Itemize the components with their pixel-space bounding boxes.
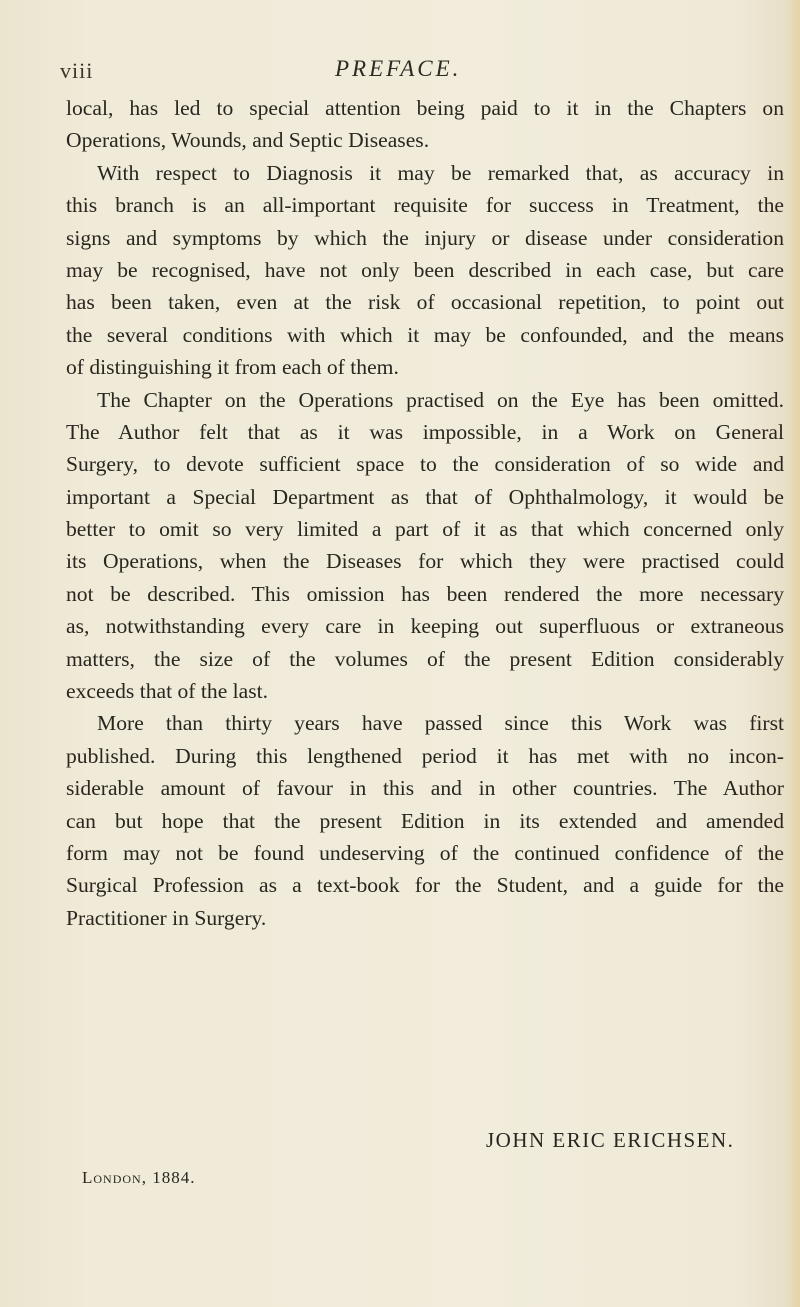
page-number: viii: [60, 58, 94, 83]
text-line: important a Special Department as that of Ophthalmology, it would be: [66, 484, 784, 509]
text-line: Practitioner in Surgery.: [66, 905, 267, 930]
text-line: its Operations, when the Diseases for which they were practised could: [66, 549, 784, 574]
text-line: can but hope that the present Edition in its extended and amended: [66, 808, 784, 833]
text-line: the several conditions with which it may be confounded, and the means: [66, 322, 784, 347]
text-line: form may not be found undeserving of the continued confidence of the: [66, 840, 784, 865]
dateline: [82, 1168, 195, 1188]
paragraph: [66, 157, 784, 384]
text-line: published. During this lengthened period it has met with no incon-: [66, 743, 784, 768]
text-line: matters, the size of the volumes of the present Edition considerably: [66, 646, 784, 671]
text-line: has been taken, even at the risk of occasional repetition, to point out: [66, 290, 784, 315]
text-line: The Author felt that as it was impossible, in a Work on General: [66, 419, 784, 444]
text-line: Surgery, to devote sufficient space to the consideration of so wide and: [66, 452, 784, 477]
text-line: exceeds that of the last.: [66, 679, 269, 704]
text-line: this branch is an all-important requisite for success in Treatment, the: [66, 193, 784, 218]
text-line: signs and symptoms by which the injury or disease under consideration: [66, 225, 784, 250]
text-line: siderable amount of favour in this and in other countries. The Author: [66, 776, 784, 801]
running-head: [60, 58, 760, 88]
paragraph: [66, 384, 784, 708]
text-line: better to omit so very limited a part of it as that which concerned only: [66, 517, 784, 542]
text-line: local, has led to special attention being paid to it in the Chapters on: [66, 96, 784, 120]
text-line: not be described. This omission has been rendered the more necessary: [66, 581, 784, 606]
page-edge-shading: [786, 0, 800, 1307]
dateline-place: London,: [82, 1168, 147, 1187]
text-line: of distinguishing it from each of them.: [66, 355, 399, 380]
author-signature: JOHN ERIC ERICHSEN.: [486, 1128, 735, 1152]
paragraph: [66, 707, 784, 934]
text-line: More than thirty years have passed since this Work was first: [97, 711, 784, 736]
text-line: may be recognised, have not only been described in each case, but care: [66, 257, 784, 282]
text-line: Operations, Wounds, and Septic Diseases.: [66, 128, 430, 153]
running-head-title: PREFACE.: [335, 56, 462, 81]
dateline-year: 1884.: [152, 1168, 196, 1187]
text-line: The Chapter on the Operations practised on the Eye has been omitted.: [97, 387, 784, 412]
preface-body: [66, 92, 784, 934]
text-line: as, notwithstanding every care in keeping out superfluous or extraneous: [66, 614, 784, 639]
text-line: With respect to Diagnosis it may be remarked that, as accuracy in: [97, 160, 784, 185]
paragraph: [66, 92, 784, 157]
text-line: Surgical Profession as a text-book for the Student, and a guide for the: [66, 873, 784, 898]
